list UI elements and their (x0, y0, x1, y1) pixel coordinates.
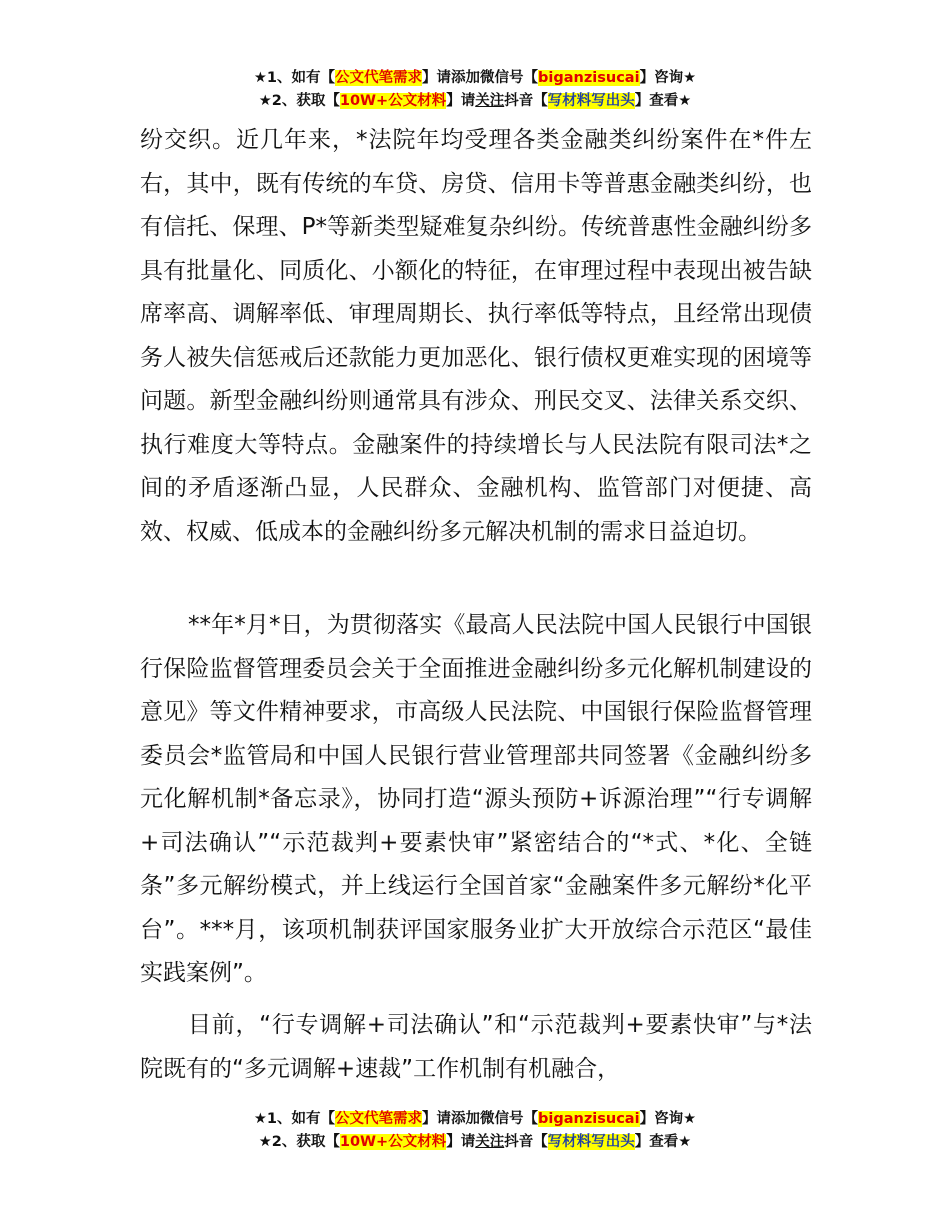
promo-line-2 (0, 90, 950, 113)
promo-line-2 (0, 1131, 950, 1154)
top-promo-banner (0, 67, 950, 113)
promo-text: 微信号【 (480, 1111, 539, 1127)
body-paragraph-1 (140, 119, 812, 554)
douyin-account-highlight: 写材料写出头 (547, 1134, 635, 1150)
promo-text: ★1、如有【 (253, 1111, 336, 1127)
promo-highlight: 10W+公文材料 (339, 93, 447, 109)
body-paragraph-2 (140, 604, 812, 996)
promo-text: ★2、获取【 (258, 93, 340, 109)
promo-highlight: 10W+公文材料 (339, 1134, 447, 1150)
paragraph-text: 纷交织。近几年来，*法院年均受理各类金融类纠纷案件在*件左右，其中，既有传统的车贷、房贷、信用卡等普惠金融类纠纷，也有信托、保理、P*等新类型疑难复杂纠纷。传统普惠性金融纠纷多具有批量化、同质化、小额化的特征，在审理过程中表现出被告缺席率高、调解率低、审理周期长、执行率低等特点，且经常出现债务人被失信惩戒后还款能力更加恶化、银行债权更难实现的困境等问题。新型金融纠纷则通常具有涉众、刑民交叉、法律关系交织、执行难度大等特点。金融案件的持续增长与人民法院有限司法*之间的矛盾逐渐凸显，人民群众、金融机构、监管部门对便捷、高效、权威、低成本的金融纠纷多元解决机制的需求日益迫切。 (140, 127, 812, 545)
promo-text: 】请添 (422, 1111, 466, 1127)
promo-highlight: 公文代笔需求 (335, 1111, 423, 1127)
bottom-promo-banner (0, 1108, 950, 1154)
promo-text: ★2、获取【 (258, 1134, 340, 1150)
wechat-id-highlight: biganzisucai (538, 70, 640, 86)
promo-line-1 (0, 67, 950, 90)
paragraph-text: **年*月*日，为贯彻落实《最高人民法院中国人民银行中国银行保险监督管理委员会关于全面推进金融纠纷多元化解机制建设的意见》等文件精神要求，市高级人民法院、中国银行保险监督管理委员会*监管局和中国人民银行营业管理部共同签署《金融纠纷多元化解机制*备忘录》，协同打造“源头预防+诉源治理”“行专调解+司法确认”“示范裁判+要素快审”紧密结合的“*式、*化、全链条”多元解纷模式，并上线运行全国首家“金融案件多元解纷*化平台”。***月，该项机制获评国家服务业扩大开放综合示范区“最佳实践案例”。 (140, 612, 812, 986)
promo-text: 关注 (475, 93, 505, 109)
promo-text: 加 (465, 1111, 481, 1127)
douyin-account-highlight: 写材料写出头 (547, 93, 635, 109)
promo-text: 抖音【 (504, 1134, 548, 1150)
promo-text: 微信号【 (480, 70, 539, 86)
promo-highlight: 公文代笔需求 (335, 70, 423, 86)
promo-text: 】查看★ (634, 93, 692, 109)
promo-text: 】咨询★ (639, 1111, 697, 1127)
promo-text: 】请 (446, 93, 476, 109)
body-paragraph-3 (140, 1004, 812, 1091)
promo-text: 加 (465, 70, 481, 86)
promo-text: 关注 (475, 1134, 505, 1150)
promo-text: ★1、如有【 (253, 70, 336, 86)
promo-text: 】咨询★ (639, 70, 697, 86)
promo-text: 抖音【 (504, 93, 548, 109)
promo-text: 】查看★ (634, 1134, 692, 1150)
promo-text: 】请 (446, 1134, 476, 1150)
promo-line-1 (0, 1108, 950, 1131)
paragraph-text: 目前，“行专调解+司法确认”和“示范裁判+要素快审”与*法院既有的“多元调解+速裁”工作机制有机融合， (140, 1012, 812, 1082)
wechat-id-highlight: biganzisucai (538, 1111, 640, 1127)
promo-text: 】请添 (422, 70, 466, 86)
